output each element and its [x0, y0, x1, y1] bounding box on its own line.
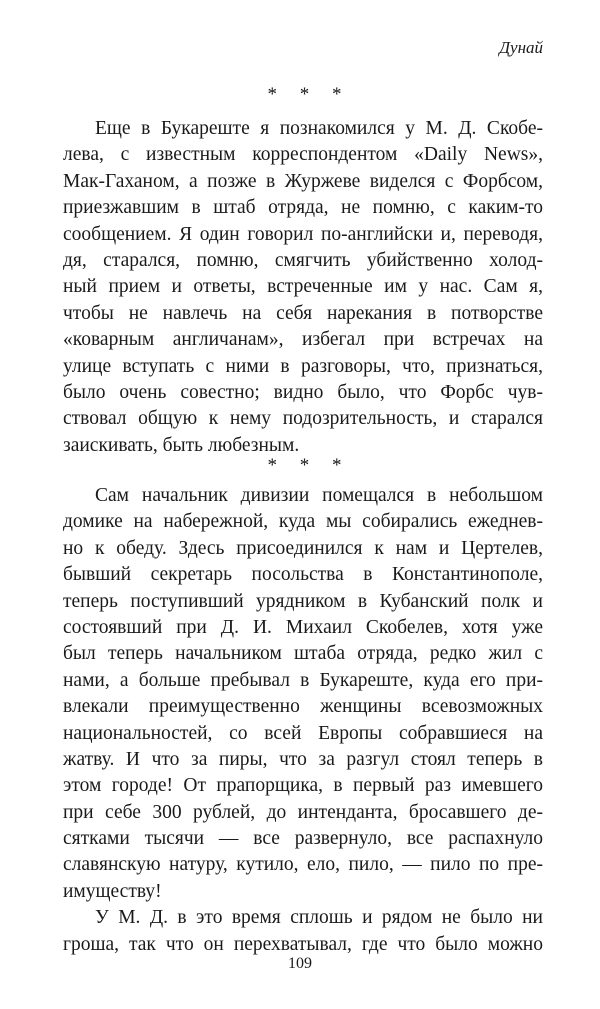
- section-mark-1: * * *: [267, 84, 351, 105]
- text-line: гроша, так что он перехватывал, где что было можно: [63, 933, 543, 955]
- text-line: был теперь начальником штаба отряда, редко жил с: [63, 643, 543, 665]
- text-line: Сам начальник дивизии помещался в небольшом: [95, 485, 543, 506]
- text-line: при себе 300 рублей, до интенданта, бросавшего де-: [63, 801, 543, 823]
- text-line: имуществу!: [63, 880, 162, 902]
- text-line: сятками тысячи — все развернуло, все распахнуло: [63, 828, 543, 850]
- text-line: нами, а больше пребывал в Букареште, куда его при-: [63, 669, 543, 691]
- text-line: чтобы не навлечь на себя нарекания в потворстве: [63, 302, 543, 324]
- text-line: было очень совестно; видно было, что Форбс чув-: [63, 381, 543, 403]
- section-2-text: [63, 483, 543, 958]
- text-line: ный прием и ответы, встреченные им у нас. Сам я,: [63, 276, 543, 298]
- section-mark-2: * * *: [267, 455, 351, 476]
- text-line: влекали преимущественно женщины всевозможных: [63, 696, 543, 718]
- text-line: Еще в Букареште я познакомился у М. Д. Скобе-: [95, 118, 543, 139]
- text-line: ствовал общую к нему подозрительность, и старался: [63, 408, 543, 430]
- text-line: Мак-Гаханом, а позже в Журжеве виделся с Форбсом,: [63, 170, 543, 192]
- text-line: заискивать, быть любезным.: [63, 434, 300, 456]
- text-line: лева, с известным корреспондентом «Daily News»,: [63, 144, 543, 166]
- text-line: дя, старался, помню, смягчить убийственно холод-: [63, 249, 543, 271]
- text-line: сообщением. Я один говорил по-английски и, переводя,: [63, 223, 543, 245]
- text-line: бывший секретарь посольства в Константинополе,: [63, 564, 543, 586]
- text-line: улице вступать с ними в разговоры, что, признаться,: [63, 355, 543, 377]
- text-line: славянскую натуру, кутило, ело, пило, — пило по пре-: [63, 854, 543, 876]
- text-line: У М. Д. в это время сплошь и рядом не было ни: [95, 907, 543, 929]
- section-1-text: [63, 116, 543, 459]
- text-line: домике на набережной, куда мы собирались ежеднев-: [63, 511, 543, 533]
- running-head: Дунай: [499, 38, 543, 57]
- text-line: теперь поступивший урядником в Кубанский полк и: [63, 590, 543, 612]
- text-line: приезжавшим в штаб отряда, не помню, с каким-то: [63, 197, 543, 219]
- text-line: «коварным англичанам», избегал при встречах на: [63, 329, 543, 351]
- text-line: национальностей, со всей Европы собравшиеся на: [63, 722, 543, 744]
- page-number: 109: [288, 955, 312, 972]
- text-line: но к обеду. Здесь присоединился к нам и Цертелев,: [63, 537, 543, 559]
- text-line: жатву. И что за пиры, что за разгул стоял теперь в: [63, 748, 543, 770]
- text-line: состоявший при Д. И. Михаил Скобелев, хотя уже: [63, 616, 543, 638]
- text-line: этом городе! От прапорщика, в первый раз имевшего: [63, 775, 543, 797]
